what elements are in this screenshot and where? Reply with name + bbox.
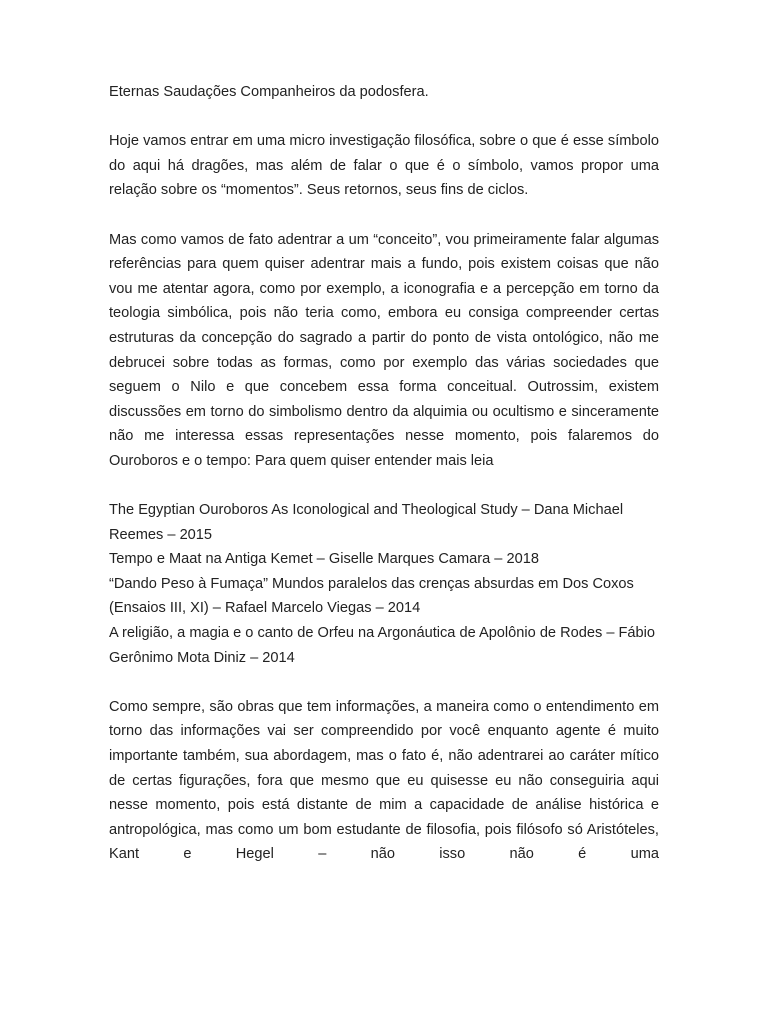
closing-paragraph: Como sempre, são obras que tem informações, a maneira como o entendimento em torno das informações vai ser compreendido por você enquanto agente é muito importante também, sua abordagem, mas o fato é, não adentrarei ao caráter mítico de certas figurações, fora que mesmo que eu quisesse eu não conseguiria aqui nesse momento, pois está distante de mim a capacidade de análise histórica e antropológica, mas como um bom estudante de filosofia, pois filósofo só Aristóteles, Kant e Hegel – não isso não é uma [109, 698, 659, 863]
reference-item: “Dando Peso à Fumaça” Mundos paralelos das crenças absurdas em Dos Coxos (Ensaios III, XI) – Rafael Marcelo Viegas – 2014 [109, 575, 634, 617]
references-intro-paragraph: Mas como vamos de fato adentrar a um “conceito”, vou primeiramente falar algumas referências para quem quiser adentrar mais a fundo, pois existem coisas que não vou me atentar agora, como por exemplo, a iconografia e a percepção em torno da teologia simbólica, pois não teria como, embora eu consiga compreender certas estruturas da concepção do sagrado a partir do ponto de vista ontológico, não me debrucei sobre todas as formas, como por exemplo das várias sociedades que seguem o Nilo e que concebem essa forma conceitual. Outrossim, existem discussões em torno do simbolismo dentro da alquimia ou ocultismo e sinceramente não me interessa essas representações nesse momento, pois falaremos do Ouroboros e o tempo: Para quem quiser entender mais leia [109, 231, 659, 469]
reference-item: The Egyptian Ouroboros As Iconological and Theological Study – Dana Michael Reemes – 2015 [109, 502, 624, 543]
document-body [109, 80, 659, 892]
greeting-line: Eternas Saudações Companheiros da podosfera. [109, 84, 429, 100]
reference-item: Tempo e Maat na Antiga Kemet – Giselle Marques Camara – 2018 [109, 551, 539, 568]
reference-item: A religião, a magia e o canto de Orfeu na Argonáutica de Apolônio de Rodes – Fábio Gerônimo Mota Diniz – 2014 [109, 625, 656, 666]
reference-list [109, 498, 659, 670]
intro-paragraph: Hoje vamos entrar em uma micro investigação filosófica, sobre o que é esse símbolo do aqui há dragões, mas além de falar o que é o símbolo, vamos propor uma relação sobre os “momentos”. Seus retornos, seus fins de ciclos. [109, 133, 659, 199]
